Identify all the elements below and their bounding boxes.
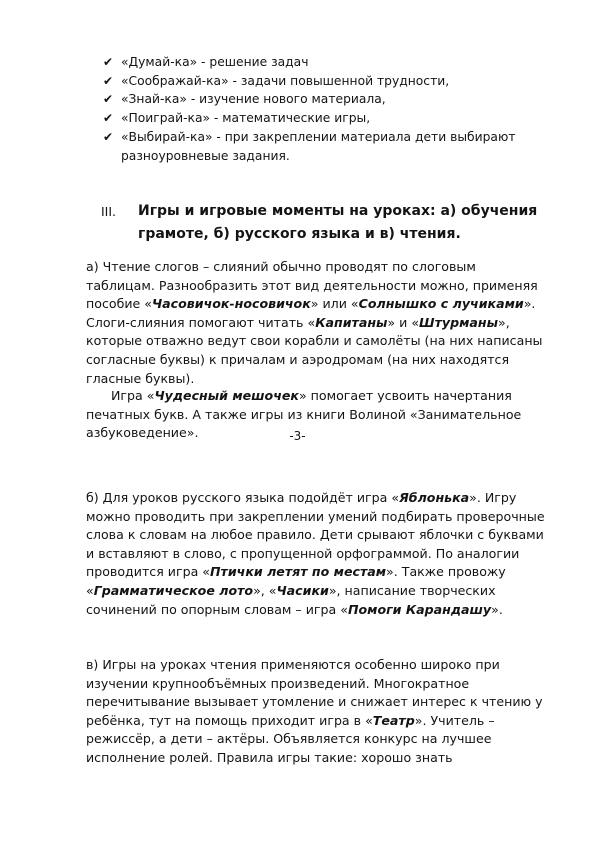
section-number: III.	[101, 204, 117, 219]
list-item: ✔ «Выбирай-ка» - при закреплении материала дети выбирают разноуровневые задания.	[103, 129, 516, 163]
section-heading	[101, 200, 541, 246]
game-name: Птички летят по местам	[210, 564, 387, 580]
list-item: ✔ «Соображай-ка» - задачи повышенной трудности,	[103, 72, 543, 91]
checkmark-icon: ✔	[103, 55, 114, 69]
checkmark-list	[103, 53, 543, 165]
list-item: ✔ «Думай-ка» - решение задач	[103, 53, 543, 72]
list-item: ✔ «Поиграй-ка» - математические игры,	[103, 109, 543, 128]
list-item: ✔ «Знай-ка» - изучение нового материала,	[103, 90, 543, 109]
page-number: -3-	[289, 429, 306, 443]
game-name: Солнышко с лучиками	[358, 296, 524, 312]
game-name: Помоги Карандашу	[347, 601, 492, 617]
paragraph-c: в) Игры на уроках чтения применяются особенно широко при изучении крупнообъёмных произведений. Многократное перечитывание вызывает утомление и снижает интерес к чтению у ребёнка, тут на помощь приходит игра в «Театр». Учитель – режиссёр, а дети – актёры. Объявляется конкурс на лучшее исполнение ролей. Правила игры такие: хорошо знать	[86, 657, 543, 765]
game-name: Часовичок-носовичок	[151, 296, 311, 312]
paragraph-b: б) Для уроков русского языка подойдёт игра «Яблонька». Игру можно проводить при закреплении умений подбирать проверочные слова к словам на любое правило. Дети срывают яблочки с буквами и вставляют в слово, с пропущенной орфограммой. По аналогии проводится игра «Птички летят по местам». Также провожу «Грамматическое лото», «Часики», написание творческих сочинений по опорным словам – игра «Помоги Карандашу».	[86, 490, 545, 617]
game-name: Грамматическое лото	[93, 582, 254, 598]
checkmark-icon: ✔	[103, 92, 114, 107]
checkmark-icon: ✔	[103, 129, 114, 144]
paragraph-a: а) Чтение слогов – слияний обычно проводят по слоговым таблицам. Разнообразить этот вид деятельности можно, применяя пособие «Часовичок-носовичок» или «Солнышко с лучиками». Слоги-слияния помогают читать «Капитаны» и «Штурманы», которые отважно ведут свои корабли и самолёты (на них написаны согласные буквы) к причалам и аэродромам (на них находятся гласные буквы).	[86, 259, 543, 386]
game-name: Капитаны	[315, 314, 388, 330]
game-name: Театр	[372, 712, 415, 728]
section-title: Игры и игровые моменты на уроках: а) обучения грамоте, б) русского языка и в) чтения.	[138, 203, 538, 242]
checkmark-icon: ✔	[103, 111, 114, 126]
game-name: Часики	[276, 582, 329, 598]
game-name: Яблонька	[399, 490, 470, 505]
game-name: Чудесный мешочек	[154, 388, 299, 403]
paragraph-a-continued: Игра «Чудесный мешочек» помогает усвоить начертания печатных букв. А также игры из книги Волиной «Занимательное азбуковедение».	[86, 388, 522, 441]
checkmark-icon: ✔	[103, 73, 114, 88]
game-name: Штурманы	[419, 314, 498, 330]
